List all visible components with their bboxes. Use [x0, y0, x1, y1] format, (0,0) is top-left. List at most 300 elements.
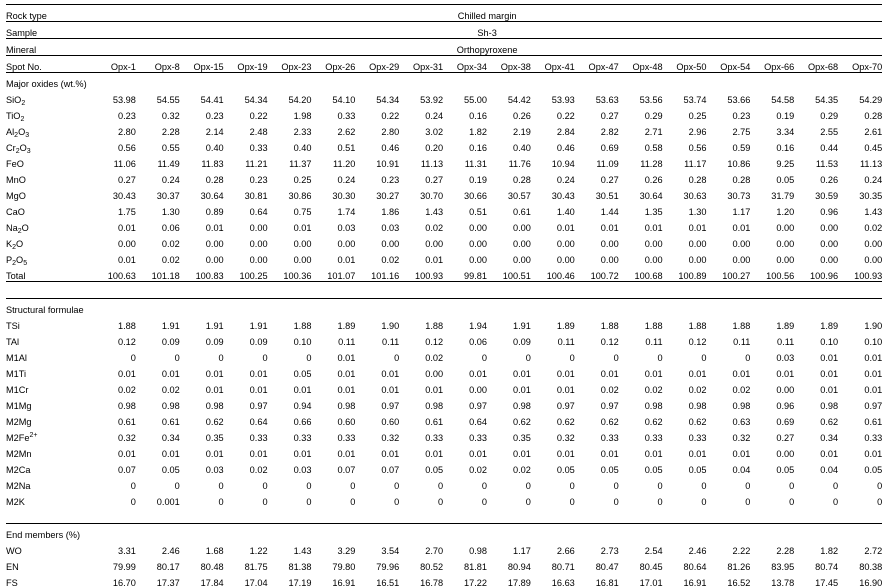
- cell: 0.28: [838, 105, 882, 121]
- cell: 0.01: [619, 363, 663, 379]
- cell: 0.29: [794, 105, 838, 121]
- cell: 83.95: [750, 556, 794, 572]
- cell: 0: [750, 491, 794, 507]
- cell: 0.01: [399, 443, 443, 459]
- cell: 16.91: [663, 572, 707, 588]
- cell: 0.22: [224, 105, 268, 121]
- spot-header-12: Opx-47: [575, 56, 619, 73]
- cell: 0.97: [355, 395, 399, 411]
- cell: 0: [92, 491, 136, 507]
- cell: 0.00: [750, 443, 794, 459]
- cell: 1.30: [136, 201, 180, 217]
- cell: 10.91: [355, 153, 399, 169]
- cell: 0.00: [311, 233, 355, 249]
- spot-header-2: Opx-8: [136, 56, 180, 73]
- cell: 0.05: [750, 169, 794, 185]
- cell: 1.17: [487, 540, 531, 556]
- cell: 17.37: [136, 572, 180, 588]
- spot-no-label: Spot No.: [6, 56, 92, 73]
- cell: 0.33: [443, 427, 487, 443]
- cell: 0.02: [575, 379, 619, 395]
- cell: 0.00: [750, 217, 794, 233]
- cell: 80.71: [531, 556, 575, 572]
- cell: 79.99: [92, 556, 136, 572]
- meta-value: Orthopyroxene: [92, 39, 882, 56]
- cell: 0.98: [92, 395, 136, 411]
- cell: 0.40: [487, 137, 531, 153]
- section-title: End members (%): [6, 524, 882, 541]
- table-row: [6, 249, 882, 265]
- cell: 0.01: [355, 363, 399, 379]
- cell: 1.43: [268, 540, 312, 556]
- cell: 0: [531, 475, 575, 491]
- cell: 1.91: [487, 315, 531, 331]
- cell: 53.92: [399, 89, 443, 105]
- spot-header-5: Opx-23: [268, 56, 312, 73]
- cell: 54.35: [794, 89, 838, 105]
- cell: 0.01: [224, 443, 268, 459]
- cell: 0.01: [136, 363, 180, 379]
- cell: 0.23: [355, 169, 399, 185]
- cell: 0.00: [531, 249, 575, 265]
- cell: 0.01: [92, 217, 136, 233]
- cell: 3.54: [355, 540, 399, 556]
- cell: 1.40: [531, 201, 575, 217]
- cell: 0.00: [619, 249, 663, 265]
- cell: 0.27: [399, 169, 443, 185]
- geochemistry-table: [6, 4, 882, 588]
- cell: 0.01: [794, 443, 838, 459]
- cell: 0.61: [838, 411, 882, 427]
- cell: 0.00: [794, 233, 838, 249]
- cell: 0: [311, 491, 355, 507]
- cell: 0.01: [399, 379, 443, 395]
- cell: 0.01: [487, 363, 531, 379]
- row-label: SiO$_2$: [6, 89, 92, 105]
- cell: 0: [355, 475, 399, 491]
- cell: 0.01: [706, 443, 750, 459]
- cell: 0.62: [531, 411, 575, 427]
- cell: 100.96: [794, 265, 838, 282]
- cell: 30.35: [838, 185, 882, 201]
- cell: 0.94: [268, 395, 312, 411]
- cell: 16.51: [355, 572, 399, 588]
- spot-header-11: Opx-41: [531, 56, 575, 73]
- cell: 0.09: [136, 331, 180, 347]
- cell: 0: [355, 347, 399, 363]
- cell: 1.44: [575, 201, 619, 217]
- cell: 0.06: [136, 217, 180, 233]
- cell: 0.98: [794, 395, 838, 411]
- table-row: [6, 315, 882, 331]
- cell: 0.62: [575, 411, 619, 427]
- cell: 0: [92, 475, 136, 491]
- cell: 0.23: [180, 105, 224, 121]
- row-label: M1Al: [6, 347, 92, 363]
- cell: 0.05: [136, 459, 180, 475]
- section-header-row: [6, 73, 882, 90]
- cell: 0: [92, 347, 136, 363]
- cell: 2.54: [619, 540, 663, 556]
- cell: 0.32: [706, 427, 750, 443]
- cell: 0.05: [750, 459, 794, 475]
- cell: 80.74: [794, 556, 838, 572]
- cell: 0.62: [794, 411, 838, 427]
- spot-header-9: Opx-34: [443, 56, 487, 73]
- cell: 0.00: [268, 233, 312, 249]
- cell: 0.01: [311, 363, 355, 379]
- cell: 0.04: [794, 459, 838, 475]
- cell: 0.33: [399, 427, 443, 443]
- cell: 0.00: [224, 217, 268, 233]
- cell: 1.91: [180, 315, 224, 331]
- cell: 0.62: [180, 411, 224, 427]
- cell: 0.02: [92, 379, 136, 395]
- cell: 0: [619, 475, 663, 491]
- cell: 80.17: [136, 556, 180, 572]
- cell: 0.01: [443, 443, 487, 459]
- cell: 0.10: [838, 331, 882, 347]
- row-label: CaO: [6, 201, 92, 217]
- cell: 0.00: [487, 217, 531, 233]
- cell: 0.97: [575, 395, 619, 411]
- cell: 0.09: [487, 331, 531, 347]
- cell: 53.66: [706, 89, 750, 105]
- cell: 81.38: [268, 556, 312, 572]
- cell: 0.00: [663, 249, 707, 265]
- cell: 1.30: [663, 201, 707, 217]
- cell: 1.88: [268, 315, 312, 331]
- cell: 3.29: [311, 540, 355, 556]
- meta-value: Sh-3: [92, 22, 882, 39]
- cell: 81.75: [224, 556, 268, 572]
- cell: 0: [706, 475, 750, 491]
- cell: 0.24: [399, 105, 443, 121]
- cell: 0.01: [619, 217, 663, 233]
- cell: 0.98: [487, 395, 531, 411]
- meta-label: Mineral: [6, 39, 92, 56]
- cell: 30.59: [794, 185, 838, 201]
- cell: 2.55: [794, 121, 838, 137]
- row-label: WO: [6, 540, 92, 556]
- cell: 0.56: [663, 137, 707, 153]
- cell: 53.63: [575, 89, 619, 105]
- cell: 80.52: [399, 556, 443, 572]
- cell: 53.93: [531, 89, 575, 105]
- cell: 2.19: [487, 121, 531, 137]
- cell: 0.00: [224, 233, 268, 249]
- cell: 0.01: [706, 363, 750, 379]
- cell: 0.98: [311, 395, 355, 411]
- cell: 2.84: [531, 121, 575, 137]
- cell: 0.07: [311, 459, 355, 475]
- cell: 2.72: [838, 540, 882, 556]
- cell: 0.00: [443, 233, 487, 249]
- cell: 0.62: [663, 411, 707, 427]
- cell: 17.89: [487, 572, 531, 588]
- spot-header-18: Opx-70: [838, 56, 882, 73]
- cell: 0.98: [136, 395, 180, 411]
- cell: 0.97: [531, 395, 575, 411]
- cell: 3.34: [750, 121, 794, 137]
- cell: 0.01: [443, 363, 487, 379]
- cell: 0.11: [531, 331, 575, 347]
- cell: 1.88: [706, 315, 750, 331]
- cell: 31.79: [750, 185, 794, 201]
- table-body: [6, 5, 882, 588]
- cell: 0.33: [663, 427, 707, 443]
- cell: 0.22: [531, 105, 575, 121]
- cell: 30.81: [224, 185, 268, 201]
- cell: 0.001: [136, 491, 180, 507]
- cell: 0: [136, 475, 180, 491]
- cell: 0.00: [92, 233, 136, 249]
- cell: 100.27: [706, 265, 750, 282]
- cell: 0.09: [224, 331, 268, 347]
- cell: 0.27: [750, 427, 794, 443]
- cell: 100.93: [838, 265, 882, 282]
- cell: 0.25: [268, 169, 312, 185]
- cell: 1.17: [706, 201, 750, 217]
- cell: 0.28: [180, 169, 224, 185]
- cell: 1.35: [619, 201, 663, 217]
- cell: 1.89: [794, 315, 838, 331]
- cell: 100.56: [750, 265, 794, 282]
- cell: 1.91: [224, 315, 268, 331]
- cell: 17.01: [619, 572, 663, 588]
- cell: 0.32: [92, 427, 136, 443]
- cell: 0.22: [355, 105, 399, 121]
- cell: 0: [531, 347, 575, 363]
- cell: 0.01: [224, 379, 268, 395]
- cell: 3.02: [399, 121, 443, 137]
- cell: 0.11: [750, 331, 794, 347]
- cell: 80.48: [180, 556, 224, 572]
- cell: 2.70: [399, 540, 443, 556]
- cell: 0.26: [487, 105, 531, 121]
- cell: 0: [619, 347, 663, 363]
- cell: 0.34: [136, 427, 180, 443]
- cell: 0.05: [575, 459, 619, 475]
- cell: 0.28: [706, 169, 750, 185]
- cell: 0.16: [750, 137, 794, 153]
- cell: 2.80: [355, 121, 399, 137]
- cell: 0: [619, 491, 663, 507]
- spot-header-10: Opx-38: [487, 56, 531, 73]
- cell: 0.01: [180, 379, 224, 395]
- cell: 0.01: [706, 217, 750, 233]
- section-header-row: [6, 299, 882, 316]
- cell: 0.10: [268, 331, 312, 347]
- cell: 2.48: [224, 121, 268, 137]
- cell: 0: [487, 347, 531, 363]
- cell: 0.05: [663, 459, 707, 475]
- cell: 0.11: [355, 331, 399, 347]
- cell: 16.90: [838, 572, 882, 588]
- cell: 0.06: [443, 331, 487, 347]
- cell: 80.38: [838, 556, 882, 572]
- cell: 0.33: [838, 427, 882, 443]
- cell: 17.04: [224, 572, 268, 588]
- cell: 11.76: [487, 153, 531, 169]
- row-label: $Al_2O_3$: [6, 121, 92, 137]
- row-label: $Cr_2O_3$: [6, 137, 92, 153]
- spot-header-16: Opx-66: [750, 56, 794, 73]
- cell: 17.45: [794, 572, 838, 588]
- cell: 55.00: [443, 89, 487, 105]
- cell: 0.01: [311, 249, 355, 265]
- cell: 0.46: [531, 137, 575, 153]
- cell: 0.32: [136, 105, 180, 121]
- cell: 30.43: [531, 185, 575, 201]
- cell: 11.31: [443, 153, 487, 169]
- table-row: [6, 491, 882, 507]
- cell: 0.02: [663, 379, 707, 395]
- cell: 1.82: [794, 540, 838, 556]
- cell: 0.01: [531, 363, 575, 379]
- cell: 0.62: [487, 411, 531, 427]
- cell: 10.94: [531, 153, 575, 169]
- cell: 0.00: [487, 249, 531, 265]
- cell: 0.35: [487, 427, 531, 443]
- cell: 0.03: [355, 217, 399, 233]
- cell: 0.12: [575, 331, 619, 347]
- cell: 0.01: [136, 443, 180, 459]
- cell: 53.56: [619, 89, 663, 105]
- cell: 0.01: [619, 443, 663, 459]
- table-row: [6, 137, 882, 153]
- spot-header-row: [6, 56, 882, 73]
- cell: 0.00: [443, 217, 487, 233]
- cell: 0: [663, 475, 707, 491]
- cell: 0.01: [268, 217, 312, 233]
- cell: 1.88: [663, 315, 707, 331]
- cell: 1.43: [838, 201, 882, 217]
- spot-header-15: Opx-54: [706, 56, 750, 73]
- cell: 0.98: [619, 395, 663, 411]
- cell: 0.01: [575, 443, 619, 459]
- cell: 0.55: [136, 137, 180, 153]
- cell: 0.01: [531, 443, 575, 459]
- cell: 0.02: [487, 459, 531, 475]
- cell: 1.89: [750, 315, 794, 331]
- cell: 0.24: [838, 169, 882, 185]
- cell: 100.83: [180, 265, 224, 282]
- cell: 0.02: [706, 379, 750, 395]
- cell: 2.96: [663, 121, 707, 137]
- cell: 0.01: [268, 379, 312, 395]
- cell: 0.32: [531, 427, 575, 443]
- section-title: Major oxides (wt.%): [6, 73, 882, 90]
- cell: 30.66: [443, 185, 487, 201]
- cell: 0.00: [619, 233, 663, 249]
- cell: 54.58: [750, 89, 794, 105]
- cell: 100.68: [619, 265, 663, 282]
- table-row: [6, 443, 882, 459]
- cell: 100.46: [531, 265, 575, 282]
- cell: 0.89: [180, 201, 224, 217]
- cell: 0.27: [575, 105, 619, 121]
- cell: 0.00: [750, 233, 794, 249]
- cell: 0.00: [663, 233, 707, 249]
- cell: 0: [399, 491, 443, 507]
- table-row: [6, 265, 882, 282]
- meta-row: [6, 5, 882, 22]
- cell: 101.16: [355, 265, 399, 282]
- cell: 0.00: [487, 233, 531, 249]
- section-spacer: [6, 282, 882, 299]
- cell: 16.78: [399, 572, 443, 588]
- cell: 0.00: [224, 249, 268, 265]
- cell: 99.81: [443, 265, 487, 282]
- cell: 0.96: [750, 395, 794, 411]
- section-header-row: [6, 524, 882, 541]
- cell: 2.46: [136, 540, 180, 556]
- cell: 0: [224, 475, 268, 491]
- spot-header-6: Opx-26: [311, 56, 355, 73]
- cell: 0.97: [224, 395, 268, 411]
- cell: 0.28: [487, 169, 531, 185]
- cell: 0: [224, 347, 268, 363]
- spot-header-4: Opx-19: [224, 56, 268, 73]
- cell: 0.20: [399, 137, 443, 153]
- cell: 0.02: [136, 379, 180, 395]
- cell: 17.19: [268, 572, 312, 588]
- cell: 0.00: [706, 249, 750, 265]
- table-row: [6, 556, 882, 572]
- cell: 0.27: [575, 169, 619, 185]
- cell: 0.63: [706, 411, 750, 427]
- cell: 0: [838, 475, 882, 491]
- cell: 16.70: [92, 572, 136, 588]
- cell: 0.97: [443, 395, 487, 411]
- cell: 0.61: [136, 411, 180, 427]
- cell: 0: [750, 475, 794, 491]
- cell: 30.64: [619, 185, 663, 201]
- cell: 2.80: [92, 121, 136, 137]
- cell: 1.82: [443, 121, 487, 137]
- cell: 101.07: [311, 265, 355, 282]
- cell: 0: [268, 475, 312, 491]
- cell: 0.01: [838, 443, 882, 459]
- row-label: MnO: [6, 169, 92, 185]
- cell: 2.28: [136, 121, 180, 137]
- cell: 0: [663, 491, 707, 507]
- cell: 30.70: [399, 185, 443, 201]
- row-label: M1Ti: [6, 363, 92, 379]
- cell: 0.26: [619, 169, 663, 185]
- table-row: [6, 233, 882, 249]
- cell: 1.88: [575, 315, 619, 331]
- cell: 30.64: [180, 185, 224, 201]
- cell: 0.00: [575, 233, 619, 249]
- row-label: M2Mg: [6, 411, 92, 427]
- cell: 30.37: [136, 185, 180, 201]
- cell: 79.80: [311, 556, 355, 572]
- cell: 1.22: [224, 540, 268, 556]
- cell: 0: [706, 347, 750, 363]
- row-label: M1Mg: [6, 395, 92, 411]
- cell: 0: [575, 475, 619, 491]
- cell: 0.12: [663, 331, 707, 347]
- cell: 0.33: [311, 427, 355, 443]
- cell: 53.98: [92, 89, 136, 105]
- cell: 1.20: [750, 201, 794, 217]
- cell: 0: [180, 475, 224, 491]
- cell: 81.81: [443, 556, 487, 572]
- cell: 11.37: [268, 153, 312, 169]
- cell: 0.11: [311, 331, 355, 347]
